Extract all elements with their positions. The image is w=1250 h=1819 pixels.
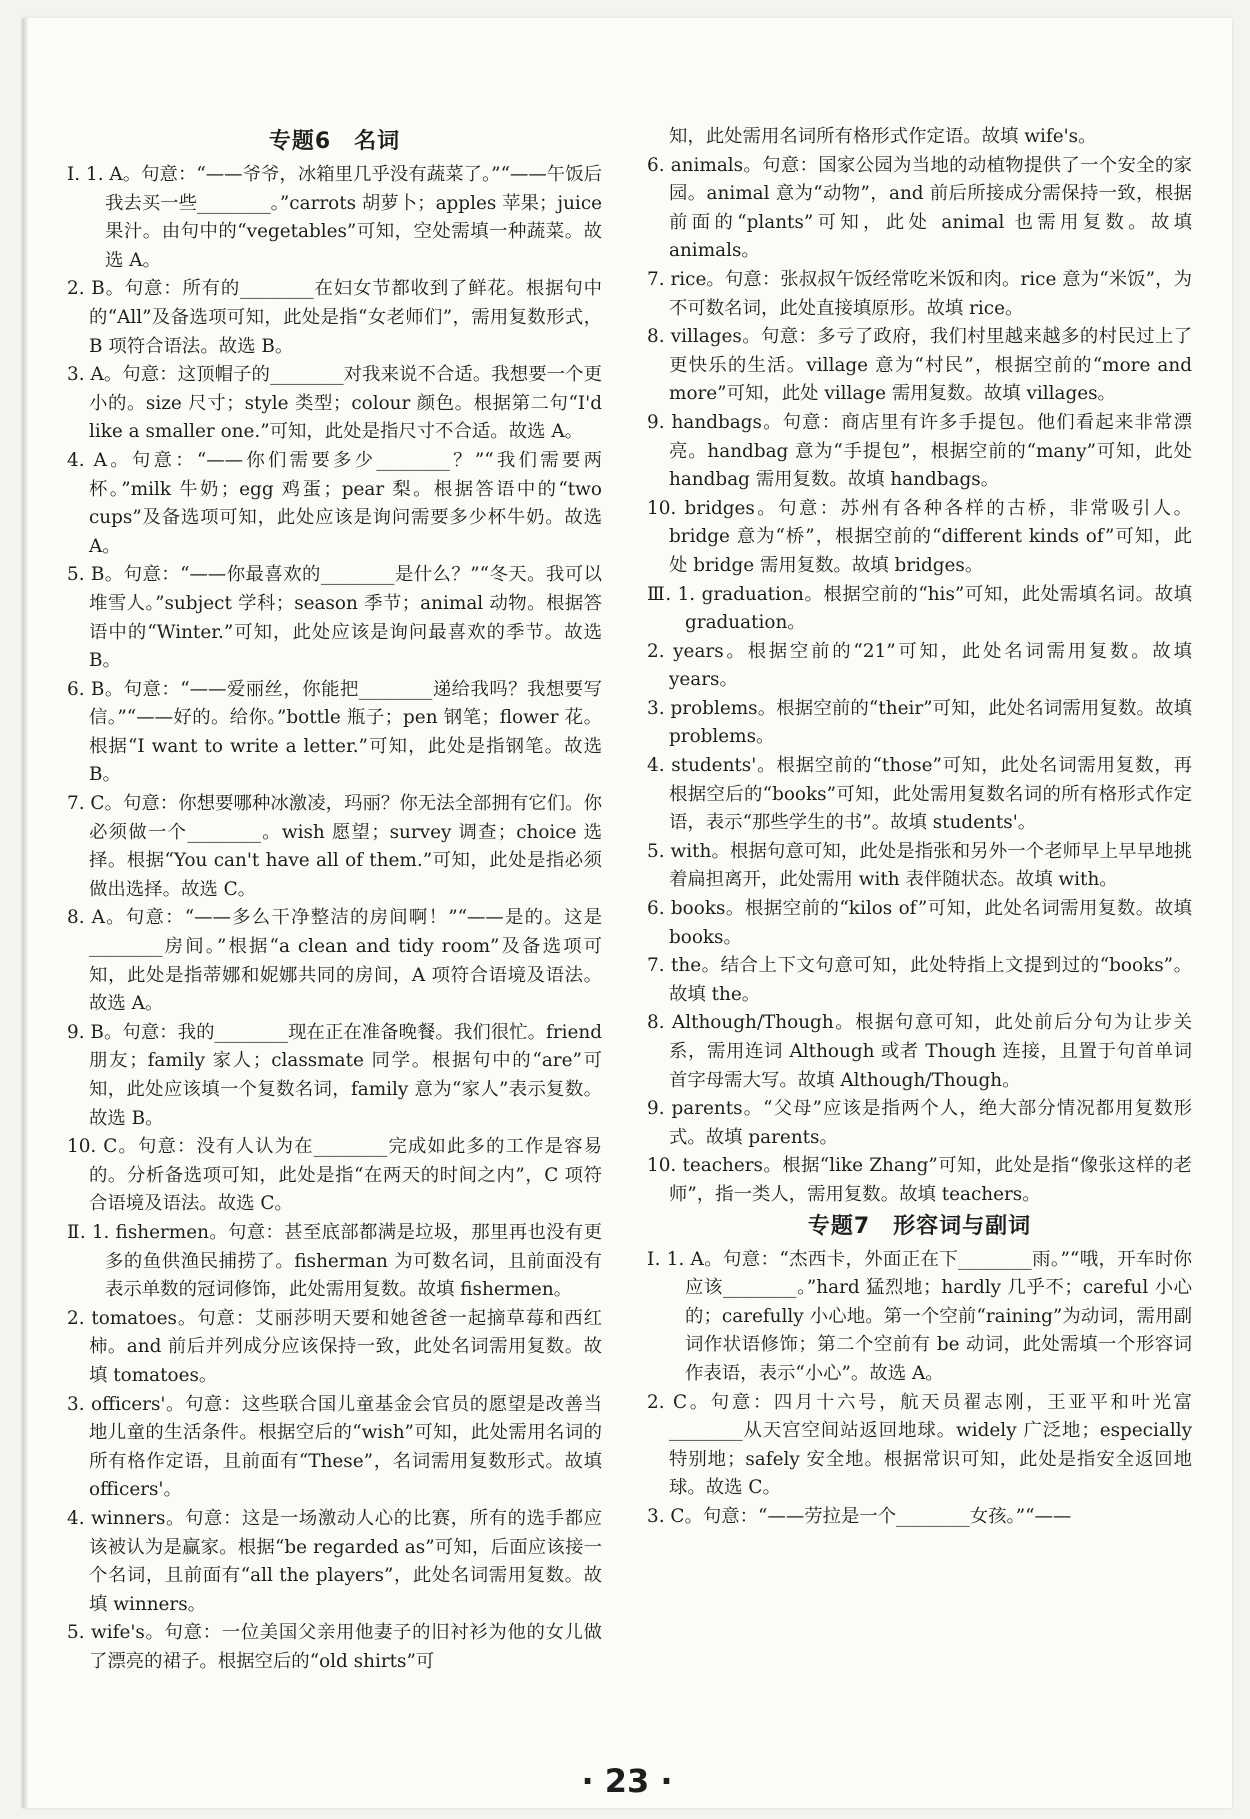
answer-item: 5. wife's。句意：一位美国父亲用他妻子的旧衬衫为他的女儿做了漂亮的裙子。根据空后的“old shirts”可 bbox=[67, 1622, 602, 1672]
answer-item: Ⅰ. 1. A。句意：“——爷爷，冰箱里几乎没有蔬菜了。”“——午饭后我去买一些________。”carrots 胡萝卜；apples 苹果；juice 果汁。由句中的“vegetables”可知，空处需填一种蔬菜。故选 A。 bbox=[67, 164, 602, 271]
answer-item: Ⅱ. 1. fishermen。句意：甚至底部都满是垃圾，那里再也没有更多的鱼供渔民捕捞了。fisherman 为可数名词，且前面没有表示单数的冠词修饰，此处需用复数。故填 fishermen。 bbox=[67, 1221, 602, 1301]
binding-shadow bbox=[22, 18, 28, 1808]
section-title-nouns: 专题6 名词 bbox=[268, 129, 401, 154]
right-column bbox=[647, 123, 1192, 1532]
answer-item: 8. A。句意：“——多么干净整洁的房间啊！”“——是的。这是________房间。”根据“a clean and tidy room”及备选项可知，此处是指蒂娜和妮娜共同的房间，A 项符合语境及语法。故选 A。 bbox=[67, 907, 602, 1015]
answer-item: 3. A。句意：这顶帽子的________对我来说不合适。我想要一个更小的。size 尺寸；style 类型；colour 颜色。根据第二句“I'd like a smaller one.”可知，此处是指尺寸不合适。故选 A。 bbox=[67, 364, 602, 443]
answer-item: 9. B。句意：我的________现在正在准备晚餐。我们很忙。friend 朋友；family 家人；classmate 同学。根据句中的“are”可知，此处应该填一个复数名词，family 意为“家人”表示复数。故选 B。 bbox=[67, 1021, 602, 1129]
answer-item: 2. C。句意：四月十六号，航天员翟志刚，王亚平和叶光富________从天宫空间站返回地球。widely 广泛地；especially 特别地；safely 安全地。根据常识可知，此处是指安全返回地球。故选 C。 bbox=[647, 1391, 1192, 1499]
answer-item: 6. B。句意：“——爱丽丝，你能把________递给我吗？我想要写信。”“——好的。给你。”bottle 瓶子；pen 钢笔；flower 花。根据“I want to write a letter.”可知，此处是指钢笔。故选 B。 bbox=[67, 678, 602, 786]
answer-item: 4. A。句意：“——你们需要多少________？”“我们需要两杯。”milk 牛奶；egg 鸡蛋；pear 梨。根据答语中的“two cups”及备选项可知，此处应该是询问需要多少杯牛奶。故选 A。 bbox=[67, 449, 602, 557]
answer-item: 7. rice。句意：张叔叔午饭经常吃米饭和肉。rice 意为“米饭”，为不可数名词，此处直接填原形。故填 rice。 bbox=[647, 268, 1192, 319]
answer-item: 7. C。句意：你想要哪种冰激凌，玛丽？你无法全部拥有它们。你必须做一个________。wish 愿望；survey 调查；choice 选择。根据“You can't have all of them.”可知，此处是指必须做出选择。故选 C。 bbox=[67, 793, 602, 900]
answer-item: 2. tomatoes。句意：艾丽莎明天要和她爸爸一起摘草莓和西红柿。and 前后并列成分应该保持一致，此处名词需用复数。故填 tomatoes。 bbox=[67, 1307, 602, 1386]
answer-item: 10. bridges。句意：苏州有各种各样的古桥，非常吸引人。bridge 意为“桥”，根据空前的“different kinds of”可知，此处 bridge 需用复数。故填 bridges。 bbox=[647, 497, 1192, 576]
answer-item: Ⅲ. 1. graduation。根据空前的“his”可知，此处需填名词。故填 graduation。 bbox=[647, 583, 1192, 634]
answer-item: 4. winners。句意：这是一场激动人心的比赛，所有的选手都应该被认为是赢家。根据“be regarded as”可知，后面应该接一个名词，且前面有“all the players”，此处名词需用复数。故填 winners。 bbox=[67, 1507, 602, 1615]
answer-item: 3. officers'。句意：这些联合国儿童基金会官员的愿望是改善当地儿童的生活条件。根据空后的“wish”可知，此处需用名词的所有格作定语，且前面有“These”，名词需用复数形式。故填 officers'。 bbox=[67, 1393, 602, 1501]
answer-item: 8. villages。句意：多亏了政府，我们村里越来越多的村民过上了更快乐的生活。village 意为“村民”，根据空前的“more and more”可知，此处 village 需用复数。故填 villages。 bbox=[647, 326, 1192, 405]
left-column bbox=[67, 131, 602, 1676]
page-number: · 23 · bbox=[581, 1762, 673, 1800]
answer-item: 10. teachers。根据“like Zhang”可知，此处是指“像张这样的老师”，指一类人，需用复数。故填 teachers。 bbox=[647, 1155, 1192, 1205]
answer-page bbox=[22, 18, 1232, 1808]
answer-item: 2. B。句意：所有的________在妇女节都收到了鲜花。根据句中的“All”及备选项可知，此处是指“女老师们”，需用复数形式，B 项符合语法。故选 B。 bbox=[67, 278, 602, 357]
answer-item: 2. years。根据空前的“21”可知，此处名词需用复数。故填 years。 bbox=[647, 640, 1192, 691]
answer-item: 6. books。根据空前的“kilos of”可知，此处名词需用复数。故填 books。 bbox=[647, 898, 1192, 948]
answer-item: 5. B。句意：“——你最喜欢的________是什么？”“冬天。我可以堆雪人。”subject 学科；season 季节；animal 动物。根据答语中的“Winter.”可知，此处应该是询问最喜欢的季节。故选 B。 bbox=[67, 564, 602, 672]
answer-item: 7. the。结合上下文句意可知，此处特指上文提到过的“books”。故填 the。 bbox=[647, 955, 1192, 1005]
answer-item: 8. Although/Though。根据句意可知，此处前后分句为让步关系，需用连词 Although 或者 Though 连接，且置于句首单词首字母需大写。故填 Although/Though。 bbox=[647, 1012, 1192, 1091]
answer-item: 9. handbags。句意：商店里有许多手提包。他们看起来非常漂亮。handbag 意为“手提包”，根据空前的“many”可知，此处 handbag 需用复数。故填 handbags。 bbox=[647, 411, 1192, 491]
answer-item: 3. problems。根据空前的“their”可知，此处名词需用复数。故填 problems。 bbox=[647, 697, 1192, 748]
answer-item-continued: 知，此处需用名词所有格形式作定语。故填 wife's。 bbox=[669, 126, 1097, 147]
left-items bbox=[67, 131, 602, 1676]
section-title-adjectives-adverbs: 专题7 形容词与副词 bbox=[807, 1213, 1032, 1239]
answer-item: Ⅰ. 1. A。句意：“杰西卡，外面正在下________雨。”“哦，开车时你应该________。”hard 猛烈地；hardly 几乎不；careful 小心的；carefully 小心地。第一个空前“raining”为动词，需用副词作状语修饰；第二个空前有 be 动词，此处需填一个形容词作表语，表示“小心”。故选 A。 bbox=[647, 1248, 1192, 1384]
answer-item: 6. animals。句意：国家公园为当地的动植物提供了一个安全的家园。animal 意为“动物”，and 前后所接成分需保持一致，根据前面的“plants”可知，此处 animal 也需用复数。故填 animals。 bbox=[647, 154, 1192, 262]
answer-item: 10. C。句意：没有人认为在________完成如此多的工作是容易的。分析备选项可知，此处是指“在两天的时间之内”，C 项符合语境及语法。故选 C。 bbox=[67, 1136, 602, 1215]
answer-item: 5. with。根据句意可知，此处是指张和另外一个老师早上早早地挑着扁担离开，此处需用 with 表伴随状态。故填 with。 bbox=[647, 840, 1192, 891]
answer-item: 4. students'。根据空前的“those”可知，此处名词需用复数，再根据空后的“books”可知，此处需用复数名词的所有格形式作定语，表示“那些学生的书”。故填 students'。 bbox=[647, 755, 1192, 834]
answer-item: 3. C。句意：“——劳拉是一个________女孩。”“—— bbox=[647, 1505, 1072, 1527]
answer-item: 9. parents。“父母”应该是指两个人，绝大部分情况都用复数形式。故填 parents。 bbox=[647, 1098, 1192, 1148]
